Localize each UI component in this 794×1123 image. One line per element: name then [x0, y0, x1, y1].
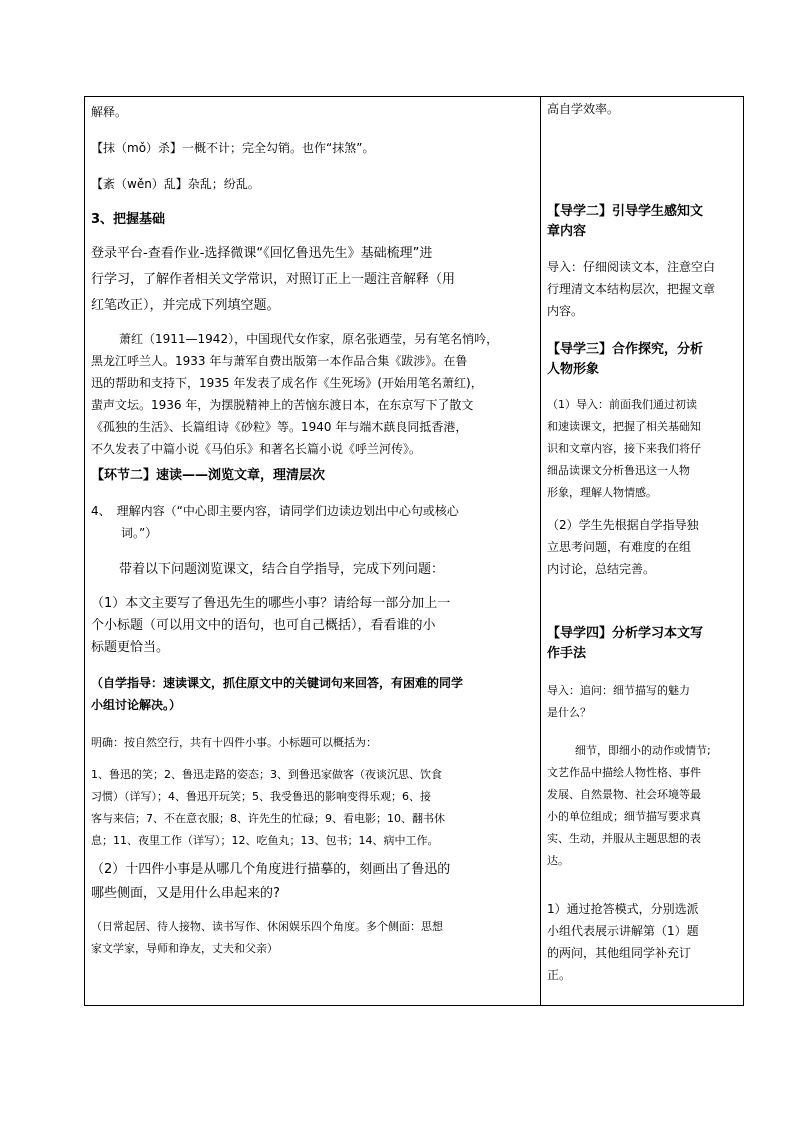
- text-line: 是什么？: [547, 706, 591, 719]
- text-line: 实、生动，并服从主题思想的表: [547, 832, 701, 845]
- author-bio-line: 迅的帮助和支持下，1935 年发表了成名作《生死场》(开始用笔名萧红)，: [91, 376, 483, 390]
- question-line: （1）本文主要写了鲁迅先生的哪些小事？请给每一部分加上一: [91, 596, 451, 611]
- text-line: 的两问，其他组同学补充订: [547, 946, 692, 960]
- text-line: 高自学效率。: [547, 102, 620, 116]
- question-line: 标题更恰当。: [91, 640, 170, 655]
- text-line: 4、 理解内容（“中心即主要内容，请同学们边读边划出中心句或核心: [91, 504, 459, 518]
- author-bio-line: 蜚声文坛。1936 年，为摆脱精神上的苦恼东渡日本，在东京写下了散文: [91, 398, 474, 412]
- term-definition: 【紊（wěn）乱】杂乱；纷乱。: [91, 177, 260, 191]
- question-line: 个小标题（可以用文中的语句，也可自己概括），看看谁的小: [91, 618, 436, 633]
- section-heading: 【环节二】速读——浏览文章，理清层次: [91, 468, 326, 483]
- text-line: （1）导入：前面我们通过初读: [547, 398, 697, 411]
- answer-line: 客与来信；7、不在意衣服；8、许先生的忙碌；9、看电影；10、翻书休: [91, 812, 445, 825]
- text-line: 导入：仔细阅读文本，注意空白: [547, 260, 716, 274]
- section-heading: 3、把握基础: [91, 212, 166, 227]
- text-line: 解释。: [91, 105, 128, 119]
- text-line: 内讨论，总结完善。: [547, 562, 656, 576]
- text-line: 和速读课文，把握了相关基础知: [547, 420, 701, 433]
- author-bio-line: 不久发表了中篇小说《马伯乐》和著名长篇小说《呼兰河传》。: [91, 442, 422, 456]
- answer-line: 习惯）（详写）；4、鲁迅开玩笑；5、我受鲁迅的影响变得乐观；6、接: [91, 790, 431, 803]
- text-line: 形象，理解人物情感。: [547, 486, 657, 499]
- text-line: 内容。: [547, 304, 584, 318]
- answer-line: 家文学家，导师和诤友，丈夫和父亲）: [91, 942, 278, 955]
- text-line: 达。: [547, 854, 569, 867]
- text-line: 行理清文本结构层次，把握文章: [547, 282, 716, 296]
- question-line: （2）十四件小事是从哪几个角度进行描摹的，刻画出了鲁迅的: [91, 862, 451, 877]
- text-line: 识和文章内容，接下来我们将仔: [547, 442, 701, 455]
- text-line: 1）通过抢答模式，分别选派: [547, 902, 699, 916]
- answer-line: 息；11、夜里工作（详写）；12、吃鱼丸；13、包书；14、病中工作。: [91, 834, 439, 847]
- guide-heading: 【导学二】引导学生感知文: [547, 204, 704, 219]
- text-line: 发展、自然景物、社会环境等最: [547, 788, 701, 801]
- guide-heading: 【导学四】分析学习本文写: [547, 626, 704, 641]
- text-line: 文艺作品中描绘人物性格、事件: [547, 766, 701, 779]
- text-line: 细品读课文分析鲁迅这一人物: [547, 464, 690, 477]
- text-line: 词。”）: [121, 526, 158, 540]
- text-line: 导入：追问：细节描写的魅力: [547, 684, 690, 697]
- text-line: 小组代表展示讲解第（1）题: [547, 924, 699, 938]
- answer-line: （日常起居、待人接物、读书写作、休闲娱乐四个角度。多个侧面：思想: [91, 920, 443, 933]
- text-line: （2）学生先根据自学指导独: [547, 518, 699, 532]
- text-line: 小的单位组成；细节描写要求真: [547, 810, 701, 823]
- text-line: 立思考问题，有难度的在组: [547, 540, 692, 554]
- study-guide-note: （自学指导：速读课文，抓住原文中的关键词句来回答，有困难的同学: [91, 676, 464, 690]
- text-line: 红笔改正），并完成下列填空题。: [91, 298, 280, 313]
- guide-heading: 人物形象: [547, 362, 600, 377]
- text-line: 行学习，了解作者相关文学常识，对照订正上一题注音解释（用: [91, 272, 456, 287]
- answer-line: 1、鲁迅的笑；2、鲁迅走路的姿态；3、到鲁迅家做客（夜谈沉思、饮食: [91, 768, 442, 781]
- lesson-plan-table: [84, 96, 744, 1006]
- text-line: 细节，即细小的动作或情节;: [575, 744, 711, 757]
- question-line: 哪些侧面，又是用什么串起来的?: [91, 886, 280, 901]
- guide-heading: 作手法: [547, 646, 587, 661]
- author-bio-line: 萧红（1911—1942），中国现代女作家，原名张迺莹，另有笔名悄吟，: [119, 332, 499, 346]
- author-bio-line: 《孤独的生活》、长篇组诗《砂粒》等。1940 年与端木蕻良同抵香港，: [91, 420, 468, 434]
- guide-heading: 章内容: [547, 224, 587, 239]
- author-bio-line: 黑龙江呼兰人。1933 年与萧军自费出版第一本作品合集《跋涉》。在鲁: [91, 354, 468, 368]
- text-line: 带着以下问题浏览课文，结合自学指导，完成下列问题：: [119, 562, 445, 577]
- answer-line: 明确：按自然空行，共有十四件小事。小标题可以概括为：: [91, 736, 377, 749]
- text-line: 正。: [547, 968, 572, 982]
- term-definition: 【抹（mǒ）杀】一概不计；完全勾销。也作“抹煞”。: [91, 141, 375, 155]
- guide-heading: 【导学三】合作探究，分析: [547, 342, 704, 357]
- study-guide-note: 小组讨论解决。）: [91, 698, 182, 712]
- text-line: 登录平台-查看作业-选择微课“《回忆鲁迅先生》基础梳理”进: [91, 246, 433, 261]
- column-divider: [540, 97, 541, 1005]
